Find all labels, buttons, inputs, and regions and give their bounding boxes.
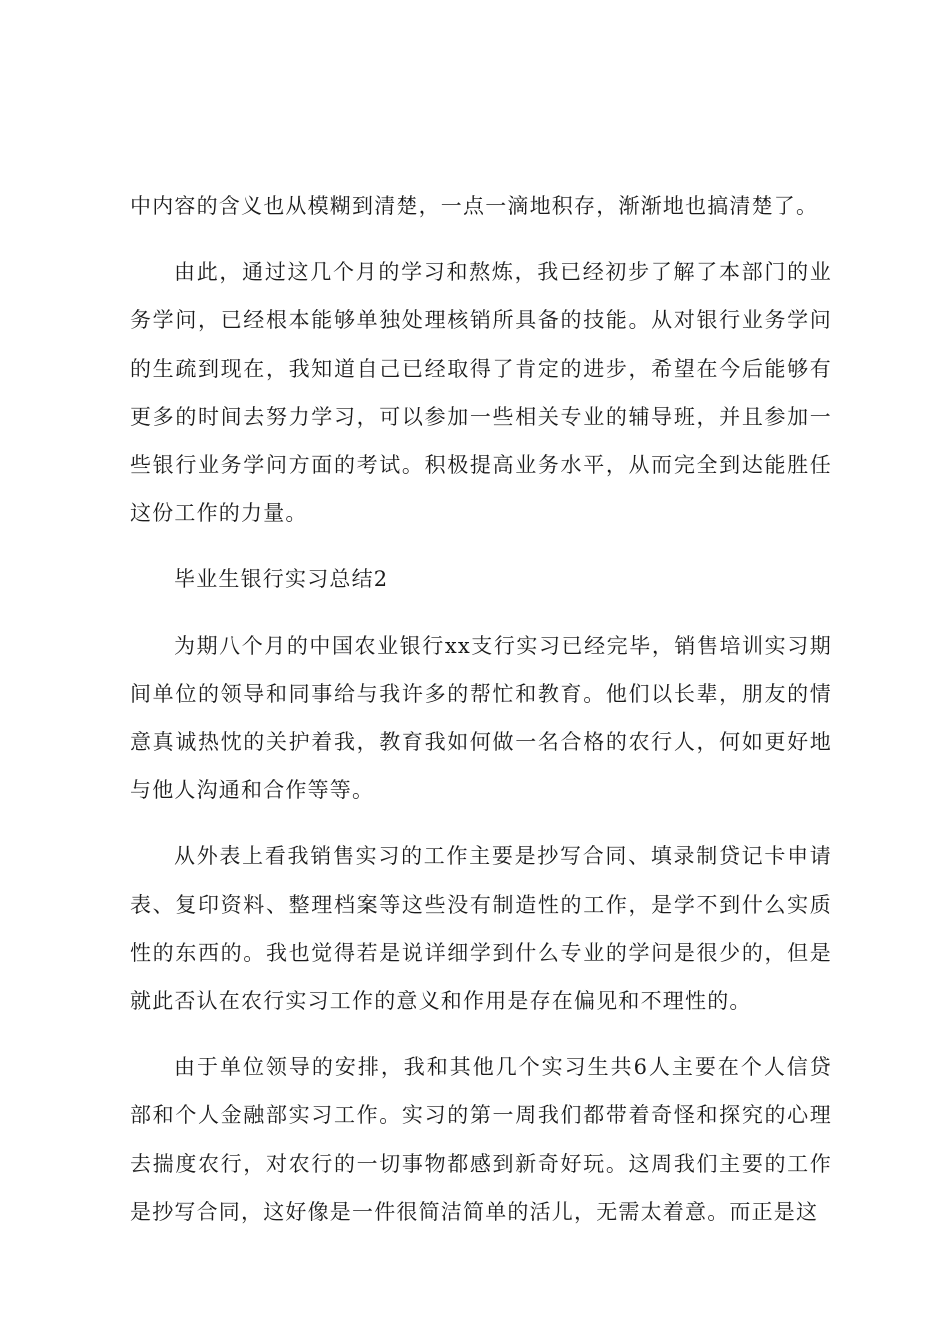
paragraph-summary: 由此，通过这几个月的学习和熬炼，我已经初步了解了本部门的业务学问，已经根本能够单独处理核销所具备的技能。从对银行业务学问的生疏到现在，我知道自己已经取得了肯定的进步，希望在今后能够有更多的时间去努力学习，可以参加一些相关专业的辅导班，并且参加一些银行业务学问方面的考试。积极提高业务水平，从而完全到达能胜任这份工作的力量。: [130, 260, 832, 526]
paragraph-intro: 为期八个月的中国农业银行xx支行实习已经完毕，销售培训实习期间单位的领导和同事给与我许多的帮忙和教育。他们以长辈，朋友的情意真诚热忱的关护着我，教育我如何做一名合格的农行人，何如更好地与他人沟通和合作等等。: [130, 633, 832, 803]
section-heading: 毕业生银行实习总结2: [174, 567, 389, 592]
document-body: [130, 182, 832, 1254]
paragraph-continuation: 中内容的含义也从模糊到清楚，一点一滴地积存，渐渐地也搞清楚了。: [130, 194, 819, 218]
paragraph-first-week: 由于单位领导的安排，我和其他几个实习生共6人主要在个人信贷部和个人金融部实习工作。实习的第一周我们都带着奇怪和探究的心理去揣度农行，对农行的一切事物都感到新奇好玩。这周我们主要的工作是抄写合同，这好像是一件很简洁简单的活儿，无需太着意。而正是这: [130, 1055, 832, 1224]
paragraph-work-content: 从外表上看我销售实习的工作主要是抄写合同、填录制贷记卡申请表、复印资料、整理档案等这些没有制造性的工作，是学不到什么实质性的东西的。我也觉得若是说详细学到什么专业的学问是很少的，但是就此否认在农行实习工作的意义和作用是存在偏见和不理性的。: [130, 844, 832, 1014]
